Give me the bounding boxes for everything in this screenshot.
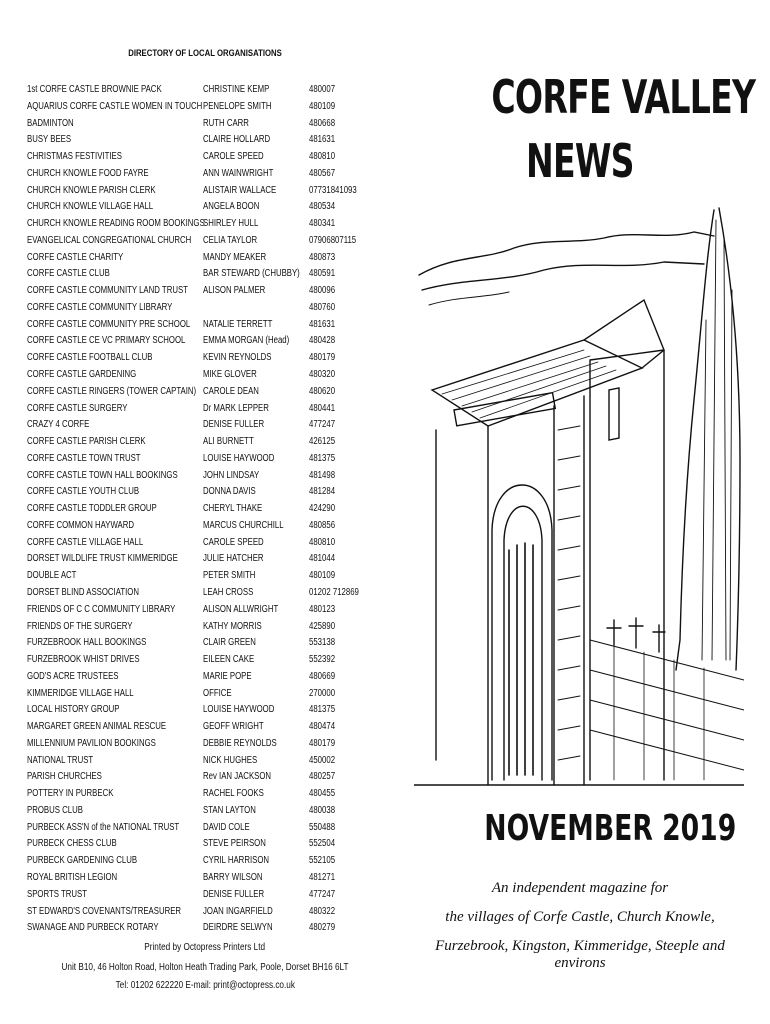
contact-name: DONNA DAVIS [203, 486, 256, 498]
directory-row [27, 216, 407, 233]
directory-row [27, 686, 407, 703]
organisation-name: CORFE CASTLE TOWN HALL BOOKINGS [27, 469, 178, 481]
contact-name: JOAN INGARFIELD [203, 905, 273, 917]
phone-number: 481271 [309, 871, 336, 883]
organisation-name: CORFE CASTLE YOUTH CLUB [27, 486, 140, 498]
phone-number: 480567 [309, 167, 336, 179]
phone-number: 07906807115 [309, 234, 357, 246]
lychgate-sketch-icon [414, 200, 744, 790]
printer-address: Unit B10, 46 Holton Road, Holton Heath Trading Park, Poole, Dorset BH16 6LT [61, 962, 349, 973]
phone-number: 480179 [309, 737, 336, 749]
phone-number: 480257 [309, 771, 336, 783]
organisation-name: MILLENNIUM PAVILION BOOKINGS [27, 737, 156, 749]
directory-row [27, 266, 407, 283]
phone-number: 07731841093 [309, 184, 357, 196]
directory-row [27, 484, 407, 501]
organisation-name: CORFE CASTLE VILLAGE HALL [27, 536, 144, 548]
directory-row [27, 367, 407, 384]
directory-row [27, 719, 407, 736]
phone-number: 424290 [309, 503, 336, 515]
directory-row [27, 820, 407, 837]
organisation-name: 1st CORFE CASTLE BROWNIE PACK [27, 84, 162, 95]
organisation-name: CRAZY 4 CORFE [27, 419, 90, 431]
phone-number: 480856 [309, 519, 336, 531]
directory-row [27, 149, 407, 166]
contact-name: STEVE PEIRSON [203, 838, 266, 850]
phone-number: 480534 [309, 201, 336, 213]
directory-row [27, 451, 407, 468]
organisation-name: CORFE CASTLE SURGERY [27, 402, 128, 414]
contact-name: DEIRDRE SELWYN [203, 922, 273, 934]
organisation-name: PROBUS CLUB [27, 804, 83, 816]
phone-number: 480320 [309, 369, 336, 381]
phone-number: 480007 [309, 84, 336, 95]
directory-row [27, 887, 407, 904]
organisation-name: CHURCH KNOWLE FOOD FAYRE [27, 167, 149, 179]
directory-row [27, 736, 407, 753]
phone-number: 480668 [309, 117, 336, 129]
directory-row [27, 300, 407, 317]
contact-name: CYRIL HARRISON [203, 855, 270, 867]
phone-number: 480760 [309, 301, 336, 313]
contact-name: EILEEN CAKE [203, 654, 255, 666]
tagline-line-1: An independent magazine for [491, 880, 669, 896]
directory-row [27, 803, 407, 820]
organisation-name: DORSET BLIND ASSOCIATION [27, 586, 139, 598]
organisation-name: CORFE CASTLE COMMUNITY PRE SCHOOL [27, 318, 191, 330]
directory-row [27, 501, 407, 518]
directory-row [27, 568, 407, 585]
contact-name: JOHN LINDSAY [203, 469, 260, 481]
contact-name: CAROLE DEAN [203, 385, 259, 397]
contact-name: ANN WAINWRIGHT [203, 167, 274, 179]
directory-row [27, 853, 407, 870]
contact-name: PETER SMITH [203, 570, 256, 582]
contact-name: Rev IAN JACKSON [203, 771, 272, 783]
phone-number: 477247 [309, 888, 336, 900]
phone-number: 270000 [309, 687, 336, 699]
directory-row [27, 920, 407, 937]
organisation-name: EVANGELICAL CONGREGATIONAL CHURCH [27, 234, 192, 246]
organisation-name: CORFE CASTLE CE VC PRIMARY SCHOOL [27, 335, 186, 347]
directory-row [27, 551, 407, 568]
contact-name: MANDY MEAKER [203, 251, 267, 263]
contact-name: JULIE HATCHER [203, 553, 264, 565]
directory-row [27, 904, 407, 921]
organisation-name: FRIENDS OF C C COMMUNITY LIBRARY [27, 603, 176, 615]
contact-name: DENISE FULLER [203, 888, 265, 900]
contact-name: RUTH CARR [203, 117, 249, 129]
organisation-name: CORFE CASTLE TODDLER GROUP [27, 503, 157, 515]
phone-number: 480591 [309, 268, 336, 280]
contact-name: GEOFF WRIGHT [203, 721, 264, 733]
contact-name: MARCUS CHURCHILL [203, 519, 284, 531]
contact-name: CAROLE SPEED [203, 151, 264, 163]
phone-number: 480109 [309, 570, 336, 582]
directory-row [27, 183, 407, 200]
organisation-name: CHURCH KNOWLE READING ROOM BOOKINGS [27, 218, 205, 230]
contact-name: SHIRLEY HULL [203, 218, 259, 230]
contact-name: STAN LAYTON [203, 804, 256, 816]
organisation-name: CORFE CASTLE CLUB [27, 268, 110, 280]
organisation-name: FURZEBROOK WHIST DRIVES [27, 654, 140, 666]
phone-number: 480669 [309, 670, 336, 682]
phone-number: 480474 [309, 721, 336, 733]
phone-number: 481631 [309, 134, 336, 146]
contact-name: KEVIN REYNOLDS [203, 352, 272, 364]
directory-row [27, 166, 407, 183]
organisation-name: GOD'S ACRE TRUSTEES [27, 670, 119, 682]
phone-number: 477247 [309, 419, 336, 431]
phone-number: 480441 [309, 402, 336, 414]
contact-name: CHRISTINE KEMP [203, 84, 270, 95]
phone-number: 480873 [309, 251, 336, 263]
directory-row [27, 317, 407, 334]
contact-name: LOUISE HAYWOOD [203, 704, 275, 716]
contact-name: CLAIRE HOLLARD [203, 134, 271, 146]
masthead-line-1: CORFE VALLEY [491, 70, 756, 124]
phone-number: 481044 [309, 553, 336, 565]
organisation-name: AQUARIUS CORFE CASTLE WOMEN IN TOUCH [27, 100, 203, 112]
contact-name: MARIE POPE [203, 670, 252, 682]
organisation-name: CORFE CASTLE COMMUNITY LIBRARY [27, 301, 173, 313]
contact-name: CAROLE SPEED [203, 536, 264, 548]
organisation-name: PURBECK GARDENING CLUB [27, 855, 138, 867]
directory-row [27, 535, 407, 552]
directory-title: DIRECTORY OF LOCAL ORGANISATIONS [128, 48, 282, 58]
phone-number: 480620 [309, 385, 336, 397]
tagline-line-3: Furzebrook, Kingston, Kimmeridge, Steeple and environs [435, 938, 725, 971]
contact-name: MIKE GLOVER [203, 369, 257, 381]
organisation-name: LOCAL HISTORY GROUP [27, 704, 120, 716]
organisation-name: CORFE CASTLE TOWN TRUST [27, 452, 141, 464]
phone-number: 552392 [309, 654, 336, 666]
organisation-name: CORFE CASTLE GARDENING [27, 369, 137, 381]
contact-name: RACHEL FOOKS [203, 788, 264, 800]
directory-row [27, 585, 407, 602]
contact-name: BAR STEWARD (CHUBBY) [203, 268, 300, 280]
directory-row [27, 652, 407, 669]
phone-number: 480279 [309, 922, 336, 934]
contact-name: ANGELA BOON [203, 201, 260, 213]
phone-number: 480109 [309, 100, 336, 112]
masthead-line-2: NEWS [526, 134, 634, 188]
phone-number: 552504 [309, 838, 336, 850]
contact-name: CLAIR GREEN [203, 637, 256, 649]
organisation-name: POTTERY IN PURBECK [27, 788, 114, 800]
organisation-name: ROYAL BRITISH LEGION [27, 871, 118, 883]
phone-number: 481375 [309, 452, 336, 464]
directory-row [27, 333, 407, 350]
contact-name: CHERYL THAKE [203, 503, 263, 515]
contact-name: DAVID COLE [203, 821, 250, 833]
organisation-name: CORFE CASTLE RINGERS (TOWER CAPTAIN) [27, 385, 197, 397]
contact-name: LEAH CROSS [203, 586, 254, 598]
directory-row [27, 468, 407, 485]
organisation-name: FRIENDS OF THE SURGERY [27, 620, 133, 632]
organisation-name: ST EDWARD'S COVENANTS/TREASURER [27, 905, 182, 917]
contact-name: DEBBIE REYNOLDS [203, 737, 277, 749]
organisation-name: FURZEBROOK HALL BOOKINGS [27, 637, 147, 649]
directory-row [27, 786, 407, 803]
directory-row [27, 350, 407, 367]
organisation-name: CHURCH KNOWLE PARISH CLERK [27, 184, 156, 196]
organisation-name: SWANAGE AND PURBECK ROTARY [27, 922, 159, 934]
directory-row [27, 417, 407, 434]
contact-name: NATALIE TERRETT [203, 318, 273, 330]
contact-name: ALISTAIR WALLACE [203, 184, 277, 196]
phone-number: 450002 [309, 754, 336, 766]
phone-number: 481631 [309, 318, 336, 330]
phone-number: 01202 712869 [309, 586, 359, 598]
directory-row [27, 870, 407, 887]
directory-row [27, 250, 407, 267]
contact-name: BARRY WILSON [203, 871, 263, 883]
contact-name: ALISON ALLWRIGHT [203, 603, 279, 615]
organisation-name: CHURCH KNOWLE VILLAGE HALL [27, 201, 154, 213]
printer-contact: Tel: 01202 622220 E-mail: print@octopress.co.uk [115, 980, 295, 991]
organisation-name: KIMMERIDGE VILLAGE HALL [27, 687, 134, 699]
directory-row [27, 116, 407, 133]
directory-row [27, 199, 407, 216]
directory-row [27, 836, 407, 853]
contact-name: OFFICE [203, 687, 232, 699]
phone-number: 480322 [309, 905, 336, 917]
organisation-name: SPORTS TRUST [27, 888, 87, 900]
organisation-name: BADMINTON [27, 117, 74, 129]
issue-date: NOVEMBER 2019 [484, 808, 737, 849]
organisation-name: NATIONAL TRUST [27, 754, 94, 766]
phone-number: 550488 [309, 821, 336, 833]
phone-number: 480179 [309, 352, 336, 364]
phone-number: 552105 [309, 855, 336, 867]
organisation-name: PURBECK CHESS CLUB [27, 838, 117, 850]
contact-name: PENELOPE SMITH [203, 100, 272, 112]
phone-number: 480123 [309, 603, 336, 615]
contact-name: EMMA MORGAN (Head) [203, 335, 290, 347]
organisation-name: CORFE CASTLE COMMUNITY LAND TRUST [27, 285, 188, 297]
phone-number: 480810 [309, 536, 336, 548]
organisation-name: CHRISTMAS FESTIVITIES [27, 151, 122, 163]
contact-name: LOUISE HAYWOOD [203, 452, 275, 464]
organisation-name: DORSET WILDLIFE TRUST KIMMERIDGE [27, 553, 178, 565]
organisation-name: PURBECK ASS'N of the NATIONAL TRUST [27, 821, 180, 833]
phone-number: 425890 [309, 620, 336, 632]
contact-name: CELIA TAYLOR [203, 234, 258, 246]
directory-row [27, 669, 407, 686]
directory-row [27, 769, 407, 786]
contact-name: ALISON PALMER [203, 285, 266, 297]
phone-number: 481284 [309, 486, 336, 498]
directory-row [27, 233, 407, 250]
phone-number: 480096 [309, 285, 336, 297]
organisation-name: BUSY BEES [27, 134, 72, 146]
tagline-line-2: the villages of Corfe Castle, Church Knowle, [445, 909, 715, 925]
directory-row [27, 434, 407, 451]
phone-number: 480455 [309, 788, 336, 800]
contact-name: Dr MARK LEPPER [203, 402, 269, 414]
organisation-name: CORFE CASTLE PARISH CLERK [27, 436, 146, 448]
directory-row [27, 619, 407, 636]
directory-list [27, 82, 407, 937]
phone-number: 480428 [309, 335, 336, 347]
directory-row [27, 99, 407, 116]
organisation-name: CORFE COMMON HAYWARD [27, 519, 135, 531]
phone-number: 480341 [309, 218, 336, 230]
directory-row [27, 518, 407, 535]
phone-number: 481375 [309, 704, 336, 716]
directory-row [27, 635, 407, 652]
directory-row [27, 753, 407, 770]
directory-row [27, 82, 407, 99]
phone-number: 480810 [309, 151, 336, 163]
contact-name: NICK HUGHES [203, 754, 258, 766]
organisation-name: PARISH CHURCHES [27, 771, 102, 783]
phone-number: 481498 [309, 469, 336, 481]
directory-row [27, 602, 407, 619]
organisation-name: MARGARET GREEN ANIMAL RESCUE [27, 721, 167, 733]
organisation-name: CORFE CASTLE CHARITY [27, 251, 124, 263]
directory-row [27, 283, 407, 300]
phone-number: 480038 [309, 804, 336, 816]
organisation-name: CORFE CASTLE FOOTBALL CLUB [27, 352, 153, 364]
phone-number: 553138 [309, 637, 336, 649]
directory-row [27, 401, 407, 418]
printer-name: Printed by Octopress Printers Ltd [144, 942, 266, 953]
directory-row [27, 384, 407, 401]
directory-row [27, 702, 407, 719]
contact-name: ALI BURNETT [203, 436, 254, 448]
contact-name: DENISE FULLER [203, 419, 265, 431]
organisation-name: DOUBLE ACT [27, 570, 77, 582]
phone-number: 426125 [309, 436, 336, 448]
contact-name: KATHY MORRIS [203, 620, 262, 632]
directory-row [27, 132, 407, 149]
